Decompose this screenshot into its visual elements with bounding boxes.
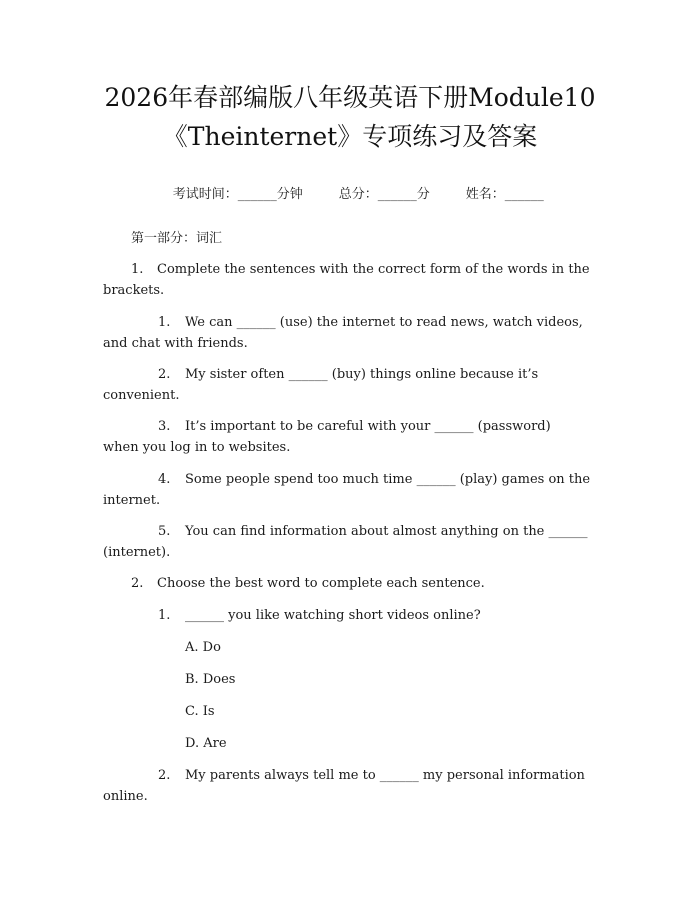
section-heading: 第一部分：词汇 (131, 231, 223, 246)
item-number: 1. (158, 315, 171, 330)
item-text-continued: and chat with friends. (103, 336, 248, 351)
option-d: D. Are (185, 736, 227, 751)
item-text-continued: (internet). (103, 545, 171, 560)
item-number: 2. (158, 367, 171, 382)
document-title-line-1: 2026年春部编版八年级英语下册Module10 (104, 83, 596, 112)
item-text-continued: internet. (103, 493, 161, 508)
question-text-continued: brackets. (103, 283, 165, 298)
item-text-continued: when you log in to websites. (103, 440, 291, 455)
item-text-line: My parents always tell me to ______ my personal information (185, 768, 585, 783)
item-text: ______ you like watching short videos online? (185, 608, 481, 623)
option-b: B. Does (185, 672, 236, 687)
question-number: 2. (131, 576, 144, 591)
question-text: Choose the best word to complete each sentence. (157, 576, 485, 591)
question-number: 1. (131, 262, 144, 277)
item-number: 4. (158, 472, 171, 487)
item-text-line: You can find information about almost anything on the ______ (185, 524, 588, 539)
option-a: A. Do (185, 640, 221, 655)
item-text-continued: convenient. (103, 388, 180, 403)
item-text-continued: online. (103, 789, 148, 804)
item-text-line: My sister often ______ (buy) things online because it’s (185, 367, 539, 382)
exam-info-row (0, 168, 700, 222)
document-title-line-2: 《Theinternet》专项练习及答案 (162, 122, 538, 151)
item-text-line: It’s important to be careful with your ______ (password) (185, 419, 551, 434)
item-text-line: We can ______ (use) the internet to read news, watch videos, (185, 315, 583, 330)
item-number: 2. (158, 768, 171, 783)
exam-name-field: 姓名：______ (465, 187, 544, 202)
option-c: C. Is (185, 704, 215, 719)
item-text-line: Some people spend too much time ______ (play) games on the (185, 472, 591, 487)
item-number: 3. (158, 419, 171, 434)
item-number: 5. (158, 524, 171, 539)
question-text (157, 260, 597, 280)
item-number: 1. (158, 608, 171, 623)
question-text-line: Complete the sentences with the correct form of the words in the (157, 262, 590, 277)
exam-score-field: 总分：______分 (338, 187, 430, 202)
exam-time-field: 考试时间：______分钟 (172, 187, 303, 202)
